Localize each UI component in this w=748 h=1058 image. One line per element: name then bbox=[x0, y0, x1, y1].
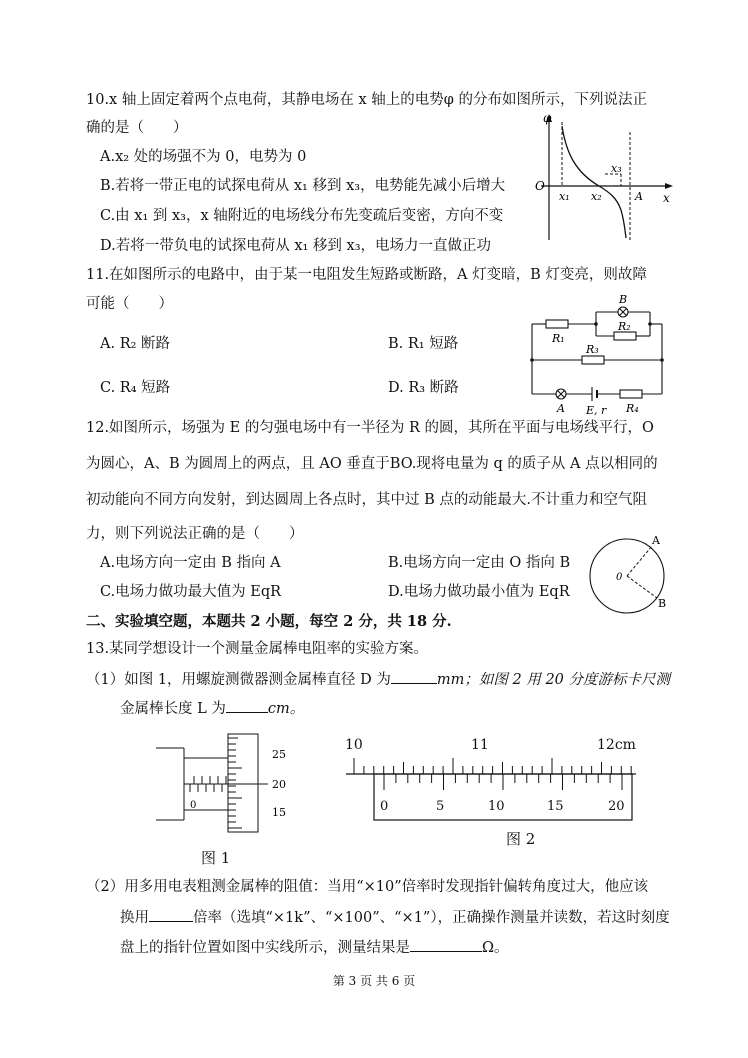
circle-point-a-label: A bbox=[652, 534, 660, 547]
q13-part2-text-c: 盘上的指针位置如图中实线所示，测量结果是 bbox=[120, 940, 410, 956]
q11-option-b: B. R₁ 短路 bbox=[388, 336, 459, 352]
q10-option-d: D.若将一带负电的试探电荷从 x₁ 移到 x₃，电场力一直做正功 bbox=[100, 238, 492, 254]
micrometer-tick-25: 25 bbox=[272, 748, 286, 761]
circle-point-b-label: B bbox=[658, 597, 667, 610]
circuit-r4-label: R₄ bbox=[626, 402, 639, 415]
q13-part2-line1: （2）用多用电表粗测金属棒的阻值：当用“×10”倍率时发现指针偏转角度过大，他应该 bbox=[86, 879, 649, 895]
vernier-caliper-figure bbox=[340, 732, 640, 828]
answer-blank-diameter[interactable] bbox=[391, 669, 437, 684]
q11-stem-line1: 11.在如图所示的电路中，由于某一电阻发生短路或断路，A 灯变暗，B 灯变亮，则故障 bbox=[86, 267, 647, 283]
vernier-label-20: 20 bbox=[608, 799, 625, 814]
circuit-r3-label: R₃ bbox=[586, 343, 599, 356]
vernier-label-5: 5 bbox=[436, 799, 445, 814]
micrometer-tick-20: 20 bbox=[272, 778, 286, 791]
q10-option-b: B.若将一带正电的试探电荷从 x₁ 移到 x₃，电势能先减小后增大 bbox=[100, 178, 506, 194]
graph-phi-label: φ bbox=[543, 112, 552, 125]
q13-part2-text-a: 换用 bbox=[120, 910, 149, 926]
circuit-lamp-b-label: B bbox=[619, 293, 628, 306]
q11-option-d: D. R₃ 断路 bbox=[388, 380, 459, 396]
q13-part2-text-b: 倍率（选填“×1k”、“×100”、“×1”），正确操作测量并读数，若这时刻度 bbox=[193, 910, 670, 926]
vernier-label-0: 0 bbox=[380, 799, 389, 814]
q13-part1-text-d: cm。 bbox=[267, 701, 305, 717]
q13-part2-text-d: Ω。 bbox=[482, 940, 509, 956]
graph-a-label: A bbox=[635, 190, 643, 203]
section-heading: 二、实验填空题，本题共 2 小题，每空 2 分，共 18 分. bbox=[86, 613, 452, 630]
q13-part1-text-b: mm；如图 2 用 20 分度游标卡尺测 bbox=[436, 672, 671, 688]
graph-x3-label: x₃ bbox=[611, 162, 622, 175]
figure2-caption: 图 2 bbox=[506, 830, 536, 848]
q10-stem-line1: 10.x 轴上固定着两个点电荷，其静电场在 x 轴上的电势φ 的分布如图所示，下列说法正 bbox=[86, 92, 648, 108]
answer-blank-resistance[interactable] bbox=[410, 937, 482, 952]
graph-origin-label: O bbox=[535, 179, 545, 193]
q13-part1-text-a: （1）如图 1，用螺旋测微器测金属棒直径 D 为 bbox=[86, 672, 391, 688]
graph-x1-label: x₁ bbox=[559, 190, 570, 203]
q12-stem-line3: 初动能向不同方向发射，到达圆周上各点时，其中过 B 点的动能最大.不计重力和空气阻 bbox=[86, 492, 647, 508]
micrometer-figure bbox=[150, 728, 310, 858]
q11-option-a: A. R₂ 断路 bbox=[100, 336, 171, 352]
main-scale-label-10: 10 bbox=[345, 737, 363, 753]
q11-option-c: C. R₄ 短路 bbox=[100, 380, 171, 396]
q12-stem-line2: 为圆心，A、B 为圆周上的两点，且 AO 垂直于BO.现将电量为 q 的质子从 A 点以相同的 bbox=[86, 456, 658, 472]
q13-part1-line2 bbox=[120, 698, 304, 719]
q12-stem-line1: 12.如图所示，场强为 E 的匀强电场中有一半径为 R 的圆，其所在平面与电场线平行，O bbox=[86, 420, 654, 436]
q12-stem-line4: 力，则下列说法正确的是（ ） bbox=[86, 526, 304, 542]
micrometer-zero-label: 0 bbox=[190, 800, 197, 811]
q11-circuit-diagram bbox=[522, 290, 672, 418]
micrometer-tick-15: 15 bbox=[272, 806, 286, 819]
q12-option-b: B.电场方向一定由 O 指向 B bbox=[388, 555, 571, 571]
page-footer: 第 3 页 共 6 页 bbox=[332, 974, 416, 988]
q13-part1-line1 bbox=[86, 669, 670, 690]
answer-blank-multiplier[interactable] bbox=[149, 907, 193, 922]
figure1-caption: 图 1 bbox=[201, 849, 231, 867]
q10-option-c: C.由 x₁ 到 x₃，x 轴附近的电场线分布先变疏后变密，方向不变 bbox=[100, 208, 504, 224]
circuit-r1-label: R₁ bbox=[552, 332, 565, 345]
q12-option-a: A.电场方向一定由 B 指向 A bbox=[100, 555, 281, 571]
q13-part2-line2 bbox=[120, 907, 670, 928]
q11-stem-line2: 可能（ ） bbox=[86, 296, 173, 312]
q12-option-c: C.电场力做功最大值为 EqR bbox=[100, 584, 282, 600]
q10-option-a: A.x₂ 处的场强不为 0，电势为 0 bbox=[100, 149, 307, 165]
graph-x2-label: x₂ bbox=[591, 190, 602, 203]
main-scale-label-11: 11 bbox=[471, 737, 489, 753]
graph-x-label: x bbox=[663, 191, 670, 205]
main-scale-label-12cm: 12cm bbox=[597, 737, 636, 753]
circuit-r2-label: R₂ bbox=[618, 320, 631, 333]
answer-blank-length[interactable] bbox=[226, 698, 268, 713]
circuit-lamp-a-label: A bbox=[557, 402, 565, 415]
vernier-label-15: 15 bbox=[547, 799, 564, 814]
vernier-label-10: 10 bbox=[488, 799, 505, 814]
circle-center-label: 0 bbox=[616, 572, 623, 583]
q13-part2-line3 bbox=[120, 937, 509, 958]
q13-part1-text-c: 金属棒长度 L 为 bbox=[120, 701, 226, 717]
q12-option-d: D.电场力做功最小值为 EqR bbox=[388, 584, 570, 600]
q13-stem: 13.某同学想设计一个测量金属棒电阻率的实验方案。 bbox=[86, 641, 429, 657]
q12-circle-diagram bbox=[586, 532, 672, 616]
q10-stem-line2: 确的是（ ） bbox=[86, 120, 188, 136]
q10-potential-graph bbox=[535, 112, 675, 244]
circuit-source-label: E, r bbox=[586, 404, 607, 417]
